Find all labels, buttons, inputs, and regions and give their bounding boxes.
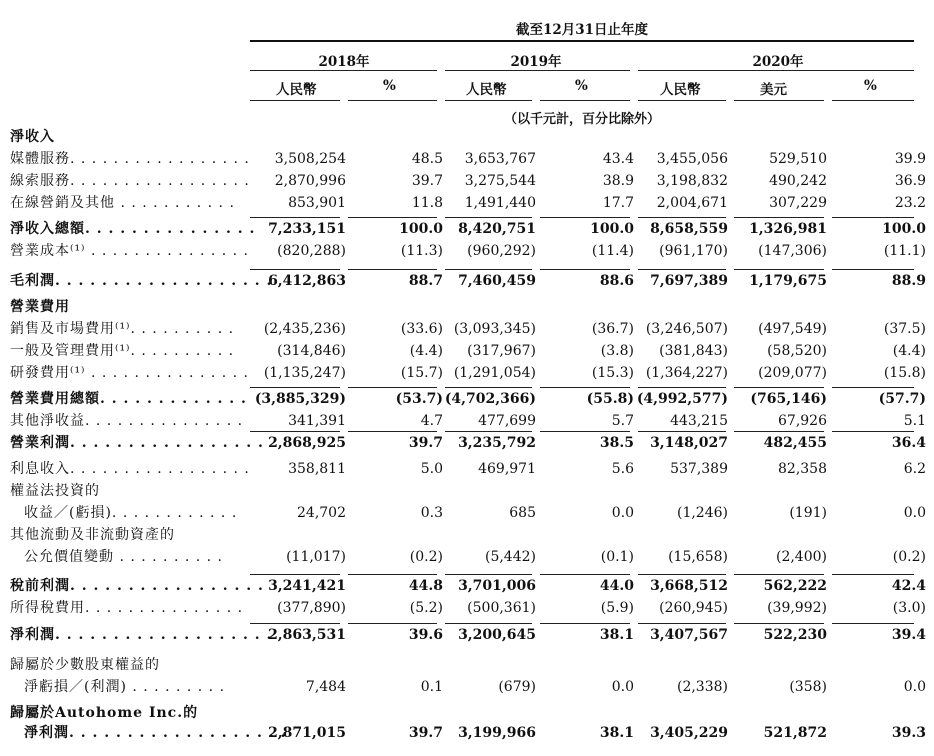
row-value: (500,361) xyxy=(467,600,536,616)
table-row xyxy=(10,702,930,724)
row-value: 3,455,056 xyxy=(656,151,728,167)
row-value: 100.0 xyxy=(590,221,634,237)
subtotal-rule xyxy=(734,431,824,432)
row-label: 營業利潤. . . . . . . . . . . . . . . . . xyxy=(10,435,264,451)
row-label: 利息收入. . . . . . . . . . . . . . . . . xyxy=(10,461,250,477)
subtotal-rule xyxy=(638,623,726,624)
subtotal-rule xyxy=(734,574,824,575)
table-row xyxy=(10,480,930,502)
row-value: 3,235,792 xyxy=(458,435,536,451)
row-value: 39.6 xyxy=(408,627,443,643)
row-value: 3,241,421 xyxy=(268,578,346,594)
row-value: (147,306) xyxy=(758,243,827,259)
year-2019: 2019年 xyxy=(510,54,562,70)
table-row xyxy=(10,410,930,432)
row-value: (960,292) xyxy=(467,243,536,259)
row-value: (765,146) xyxy=(750,391,827,407)
row-value: (209,077) xyxy=(758,365,827,381)
subtotal-rule xyxy=(638,574,726,575)
row-value: (820,288) xyxy=(277,243,346,259)
row-value: 5.1 xyxy=(903,413,926,429)
row-value: (0.2) xyxy=(409,549,443,565)
table-row xyxy=(10,192,930,214)
row-value: 11.8 xyxy=(411,195,443,211)
row-label: 營業費用 xyxy=(10,299,70,315)
subtotal-rule xyxy=(445,623,532,624)
row-value: 44.8 xyxy=(408,578,443,594)
row-label: 歸屬於少數股東權益的 xyxy=(10,657,160,673)
row-value: 7,460,459 xyxy=(458,273,536,289)
row-value: 2,871,015 xyxy=(268,725,346,741)
row-value: (15.8) xyxy=(883,365,926,381)
row-value: 43.4 xyxy=(602,151,634,167)
unit-note: （以千元計，百分比除外） xyxy=(503,112,661,127)
row-value: 3,148,027 xyxy=(650,435,728,451)
row-value: 3,407,567 xyxy=(650,627,728,643)
row-value: 562,222 xyxy=(763,578,827,594)
row-value: (1,291,054) xyxy=(453,365,536,381)
row-value: 3,198,832 xyxy=(656,173,728,189)
table-row xyxy=(10,575,930,597)
row-label: 其他淨收益. . . . . . . . . . . . . . . xyxy=(10,413,244,429)
row-value: 522,230 xyxy=(763,627,827,643)
subtotal-rule xyxy=(250,574,340,575)
row-value: (15,658) xyxy=(668,549,728,565)
table-row xyxy=(10,318,930,340)
row-value: 4.7 xyxy=(420,413,443,429)
row-value: (2,338) xyxy=(676,679,728,695)
row-value: (679) xyxy=(498,679,536,695)
subtotal-rule xyxy=(734,269,824,270)
row-value: 3,668,512 xyxy=(650,578,728,594)
table-row xyxy=(10,524,930,546)
table-row xyxy=(10,597,930,619)
subtotal-rule xyxy=(540,431,630,432)
row-value: 490,242 xyxy=(769,173,827,189)
subtotal-rule xyxy=(832,217,914,218)
table-row xyxy=(10,340,930,362)
table-row xyxy=(10,270,930,292)
row-value: (15.7) xyxy=(400,365,443,381)
row-value: (11.4) xyxy=(591,243,634,259)
row-value: 307,229 xyxy=(769,195,827,211)
row-label: 在線營銷及其他 . . . . . . . . . . . xyxy=(10,195,235,211)
row-value: 521,872 xyxy=(763,725,827,741)
row-value: 1,326,981 xyxy=(749,221,827,237)
row-value: 42.4 xyxy=(891,578,926,594)
row-value: (5,442) xyxy=(484,549,536,565)
row-value: 2,870,996 xyxy=(274,173,346,189)
row-value: (377,890) xyxy=(277,600,346,616)
row-value: 8,420,751 xyxy=(458,221,536,237)
row-value: (961,170) xyxy=(659,243,728,259)
row-value: 2,868,925 xyxy=(268,435,346,451)
row-value: 8,658,559 xyxy=(650,221,728,237)
row-label: 毛利潤. . . . . . . . . . . . . . . . . . . xyxy=(10,273,273,289)
row-value: 38.5 xyxy=(599,435,634,451)
row-value: (1,364,227) xyxy=(645,365,728,381)
row-value: 38.1 xyxy=(599,725,634,741)
table-row xyxy=(10,458,930,480)
row-label: 營業費用總額. . . . . . . . . . . . . xyxy=(10,391,247,407)
row-value: 39.4 xyxy=(891,627,926,643)
row-value: (53.7) xyxy=(395,391,443,407)
table-row xyxy=(10,362,930,384)
row-value: 88.6 xyxy=(599,273,634,289)
row-label: 媒體服務. . . . . . . . . . . . . . . . . xyxy=(10,151,250,167)
header-rule-top xyxy=(250,40,914,42)
col-rule-2 xyxy=(445,100,532,101)
row-value: 477,699 xyxy=(478,413,536,429)
subtotal-rule xyxy=(540,387,630,388)
row-value: (4.4) xyxy=(892,343,926,359)
row-value: (3,885,329) xyxy=(254,391,346,407)
row-label: 收益／(虧損). . . . . . . . . . . . xyxy=(24,505,238,521)
subtotal-rule xyxy=(734,623,824,624)
subtotal-rule xyxy=(734,217,824,218)
subtotal-rule xyxy=(445,387,532,388)
row-value: (3,246,507) xyxy=(645,321,728,337)
subtotal-rule xyxy=(250,387,340,388)
row-value: 341,391 xyxy=(288,413,346,429)
table-row xyxy=(10,170,930,192)
row-label: 淨利潤. . . . . . . . . . . . . . . . . . . xyxy=(10,627,273,643)
row-label: 權益法投資的 xyxy=(10,483,100,499)
table-row xyxy=(10,624,930,646)
col-rule-6 xyxy=(832,100,914,101)
row-value: 2,004,671 xyxy=(656,195,728,211)
table-row xyxy=(10,546,930,568)
row-value: (358) xyxy=(789,679,827,695)
row-value: 17.7 xyxy=(602,195,634,211)
row-value: (1,135,247) xyxy=(263,365,346,381)
row-value: 48.5 xyxy=(411,151,443,167)
row-value: (2,435,236) xyxy=(263,321,346,337)
row-value: (58,520) xyxy=(767,343,827,359)
row-label: 所得稅費用. . . . . . . . . . . . . . . xyxy=(10,600,244,616)
row-value: (1,246) xyxy=(676,505,728,521)
row-value: 2,863,531 xyxy=(268,627,346,643)
row-value: 5.6 xyxy=(611,461,634,477)
year-rule-2020 xyxy=(638,70,914,71)
row-value: (191) xyxy=(789,505,827,521)
row-value: 7,697,389 xyxy=(650,273,728,289)
table-row xyxy=(10,722,930,744)
row-value: 0.1 xyxy=(420,679,443,695)
subtotal-rule xyxy=(348,217,437,218)
subtotal-rule xyxy=(638,269,726,270)
col-label-rmb-2018: 人民幣 xyxy=(276,82,317,98)
subtotal-rule xyxy=(250,269,340,270)
row-label: 淨收入總額. . . . . . . . . . . . . . . xyxy=(10,221,256,237)
subtotal-rule xyxy=(734,387,824,388)
row-value: 3,405,229 xyxy=(650,725,728,741)
row-value: (4.4) xyxy=(409,343,443,359)
subtotal-rule xyxy=(540,574,630,575)
col-rule-0 xyxy=(250,100,340,101)
row-value: (36.7) xyxy=(591,321,634,337)
row-value: 0.0 xyxy=(611,679,634,695)
table-row xyxy=(10,432,930,454)
subtotal-rule xyxy=(540,623,630,624)
col-label-pct-2020: % xyxy=(864,78,877,94)
year-2020: 2020年 xyxy=(752,54,804,70)
row-value: (317,967) xyxy=(467,343,536,359)
row-value: (33.6) xyxy=(400,321,443,337)
row-value: 3,653,767 xyxy=(464,151,536,167)
row-value: 358,811 xyxy=(288,461,346,477)
row-value: 44.0 xyxy=(599,578,634,594)
subtotal-rule xyxy=(445,431,532,432)
subtotal-rule xyxy=(348,431,437,432)
row-value: 443,215 xyxy=(670,413,728,429)
row-value: (0.1) xyxy=(600,549,634,565)
row-value: (39,992) xyxy=(767,600,827,616)
subtotal-rule xyxy=(832,431,914,432)
subtotal-rule xyxy=(832,623,914,624)
row-value: 36.4 xyxy=(891,435,926,451)
table-row xyxy=(10,218,930,240)
period-header: 截至12月31日止年度 xyxy=(515,22,649,38)
row-value: 469,971 xyxy=(478,461,536,477)
row-value: 67,926 xyxy=(778,413,827,429)
row-value: 1,179,675 xyxy=(749,273,827,289)
row-value: 38.9 xyxy=(602,173,634,189)
year-rule-2018 xyxy=(250,70,437,71)
year-rule-2019 xyxy=(445,70,630,71)
row-label: 淨收入 xyxy=(10,129,55,145)
subtotal-rule xyxy=(832,269,914,270)
row-value: 3,200,645 xyxy=(458,627,536,643)
subtotal-rule xyxy=(540,217,630,218)
row-label: 銷售及市場費用⁽¹⁾. . . . . . . . . . xyxy=(10,321,235,337)
row-value: 88.9 xyxy=(891,273,926,289)
table-row xyxy=(10,148,930,170)
row-label: 其他流動及非流動資產的 xyxy=(10,527,175,543)
table-row xyxy=(10,676,930,698)
subtotal-rule xyxy=(445,269,532,270)
row-value: (5.2) xyxy=(409,600,443,616)
row-value: 38.1 xyxy=(599,627,634,643)
row-value: 82,358 xyxy=(778,461,827,477)
row-value: 482,455 xyxy=(763,435,827,451)
row-label: 淨虧損／(利潤) . . . . . . . . . xyxy=(24,679,226,695)
col-rule-1 xyxy=(348,100,437,101)
subtotal-rule xyxy=(348,387,437,388)
row-value: 7,233,151 xyxy=(268,221,346,237)
row-value: 685 xyxy=(509,505,536,521)
row-value: 100.0 xyxy=(882,221,926,237)
row-value: (57.7) xyxy=(878,391,926,407)
row-value: 23.2 xyxy=(894,195,926,211)
row-value: (11,017) xyxy=(286,549,346,565)
row-value: 5.0 xyxy=(420,461,443,477)
table-row xyxy=(10,296,930,318)
col-label-rmb-2019: 人民幣 xyxy=(466,82,507,98)
row-value: (314,846) xyxy=(277,343,346,359)
subtotal-rule xyxy=(445,574,532,575)
col-label-usd-2020: 美元 xyxy=(760,82,787,98)
row-value: (3,093,345) xyxy=(453,321,536,337)
row-value: (260,945) xyxy=(659,600,728,616)
row-label: 一般及管理費用⁽¹⁾. . . . . . . . . . xyxy=(10,343,235,359)
row-value: (2,400) xyxy=(775,549,827,565)
col-label-pct-2018: % xyxy=(383,78,396,94)
row-value: 529,510 xyxy=(769,151,827,167)
row-value: 0.0 xyxy=(903,679,926,695)
col-rule-3 xyxy=(540,100,630,101)
table-row xyxy=(10,240,930,262)
col-rule-5 xyxy=(734,100,824,101)
row-value: (4,702,366) xyxy=(444,391,536,407)
row-value: 853,901 xyxy=(288,195,346,211)
subtotal-rule xyxy=(250,431,340,432)
row-value: 3,275,544 xyxy=(464,173,536,189)
subtotal-rule xyxy=(348,269,437,270)
subtotal-rule xyxy=(832,387,914,388)
subtotal-rule xyxy=(540,269,630,270)
row-value: 6.2 xyxy=(903,461,926,477)
row-value: 537,389 xyxy=(670,461,728,477)
row-label: 研發費用⁽¹⁾ . . . . . . . . . . . . . . . xyxy=(10,365,249,381)
row-value: 3,701,006 xyxy=(458,578,536,594)
subtotal-rule xyxy=(250,623,340,624)
row-value: 39.3 xyxy=(891,725,926,741)
subtotal-rule xyxy=(250,217,340,218)
row-value: (5.9) xyxy=(600,600,634,616)
subtotal-rule xyxy=(638,431,726,432)
row-value: 100.0 xyxy=(399,221,443,237)
col-rule-4 xyxy=(638,100,726,101)
subtotal-rule xyxy=(445,217,532,218)
row-value: (15.3) xyxy=(591,365,634,381)
row-value: 88.7 xyxy=(408,273,443,289)
row-value: (3.8) xyxy=(600,343,634,359)
subtotal-rule xyxy=(832,574,914,575)
row-label: 營業成本⁽¹⁾ . . . . . . . . . . . . . . . xyxy=(10,243,249,259)
row-value: (0.2) xyxy=(892,549,926,565)
row-label: 公允價值變動 . . . . . . . . . . xyxy=(24,549,224,565)
row-value: 0.3 xyxy=(420,505,443,521)
table-row xyxy=(10,502,930,524)
row-value: 0.0 xyxy=(611,505,634,521)
row-label: 淨利潤. . . . . . . . . . . . . . . . . . . xyxy=(24,725,287,741)
row-value: (11.3) xyxy=(400,243,443,259)
row-label: 線索服務. . . . . . . . . . . . . . . . . xyxy=(10,173,250,189)
row-value: 39.7 xyxy=(408,725,443,741)
row-value: (3.0) xyxy=(892,600,926,616)
year-2018: 2018年 xyxy=(318,54,370,70)
subtotal-rule xyxy=(638,217,726,218)
col-label-pct-2019: % xyxy=(575,78,588,94)
row-value: 24,702 xyxy=(297,505,346,521)
row-value: 3,508,254 xyxy=(274,151,346,167)
row-value: 6,412,863 xyxy=(268,273,346,289)
subtotal-rule xyxy=(348,574,437,575)
row-value: (37.5) xyxy=(883,321,926,337)
table-row xyxy=(10,126,930,148)
subtotal-rule xyxy=(638,387,726,388)
row-value: 36.9 xyxy=(894,173,926,189)
row-label: 歸屬於Autohome Inc.的 xyxy=(10,705,199,721)
row-value: 1,491,440 xyxy=(464,195,536,211)
table-row xyxy=(10,388,930,410)
row-value: 7,484 xyxy=(305,679,346,695)
row-value: 39.7 xyxy=(408,435,443,451)
row-value: 0.0 xyxy=(903,505,926,521)
row-value: (11.1) xyxy=(883,243,926,259)
row-value: 39.7 xyxy=(411,173,443,189)
row-label: 稅前利潤. . . . . . . . . . . . . . . . . xyxy=(10,578,264,594)
row-value: (497,549) xyxy=(758,321,827,337)
row-value: (381,843) xyxy=(659,343,728,359)
row-value: (4,992,577) xyxy=(636,391,728,407)
col-label-rmb-2020: 人民幣 xyxy=(660,82,701,98)
row-value: 39.9 xyxy=(894,151,926,167)
subtotal-rule xyxy=(348,623,437,624)
row-value: 3,199,966 xyxy=(458,725,536,741)
table-row xyxy=(10,654,930,676)
row-value: (55.8) xyxy=(586,391,634,407)
row-value: 5.7 xyxy=(611,413,634,429)
